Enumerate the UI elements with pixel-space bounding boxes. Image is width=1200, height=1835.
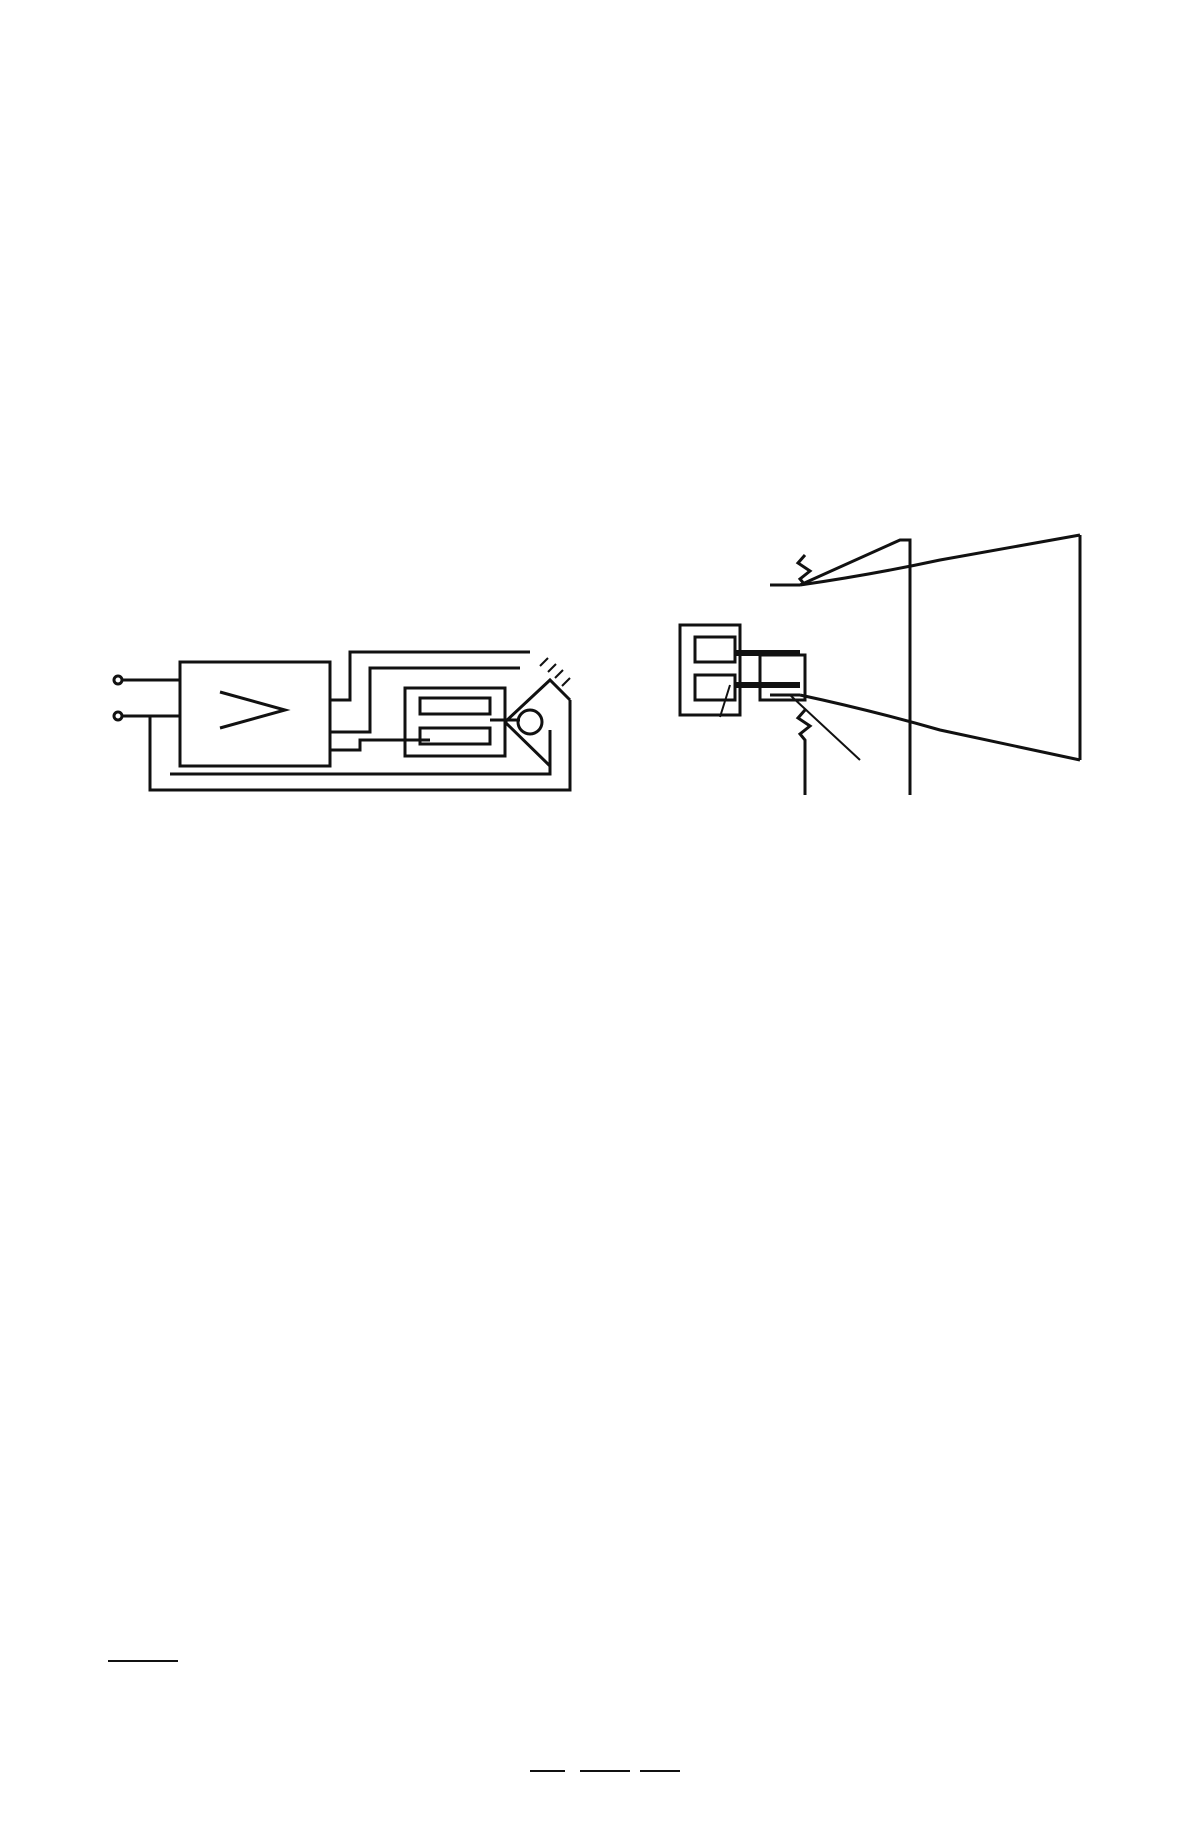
page-end-dash — [530, 1770, 565, 1772]
page-end-dash — [580, 1770, 630, 1772]
figure-112-drawing — [670, 535, 1090, 805]
page-end-dash — [640, 1770, 680, 1772]
figure-111-schematic — [100, 640, 600, 810]
footnote-rule — [108, 1660, 178, 1662]
